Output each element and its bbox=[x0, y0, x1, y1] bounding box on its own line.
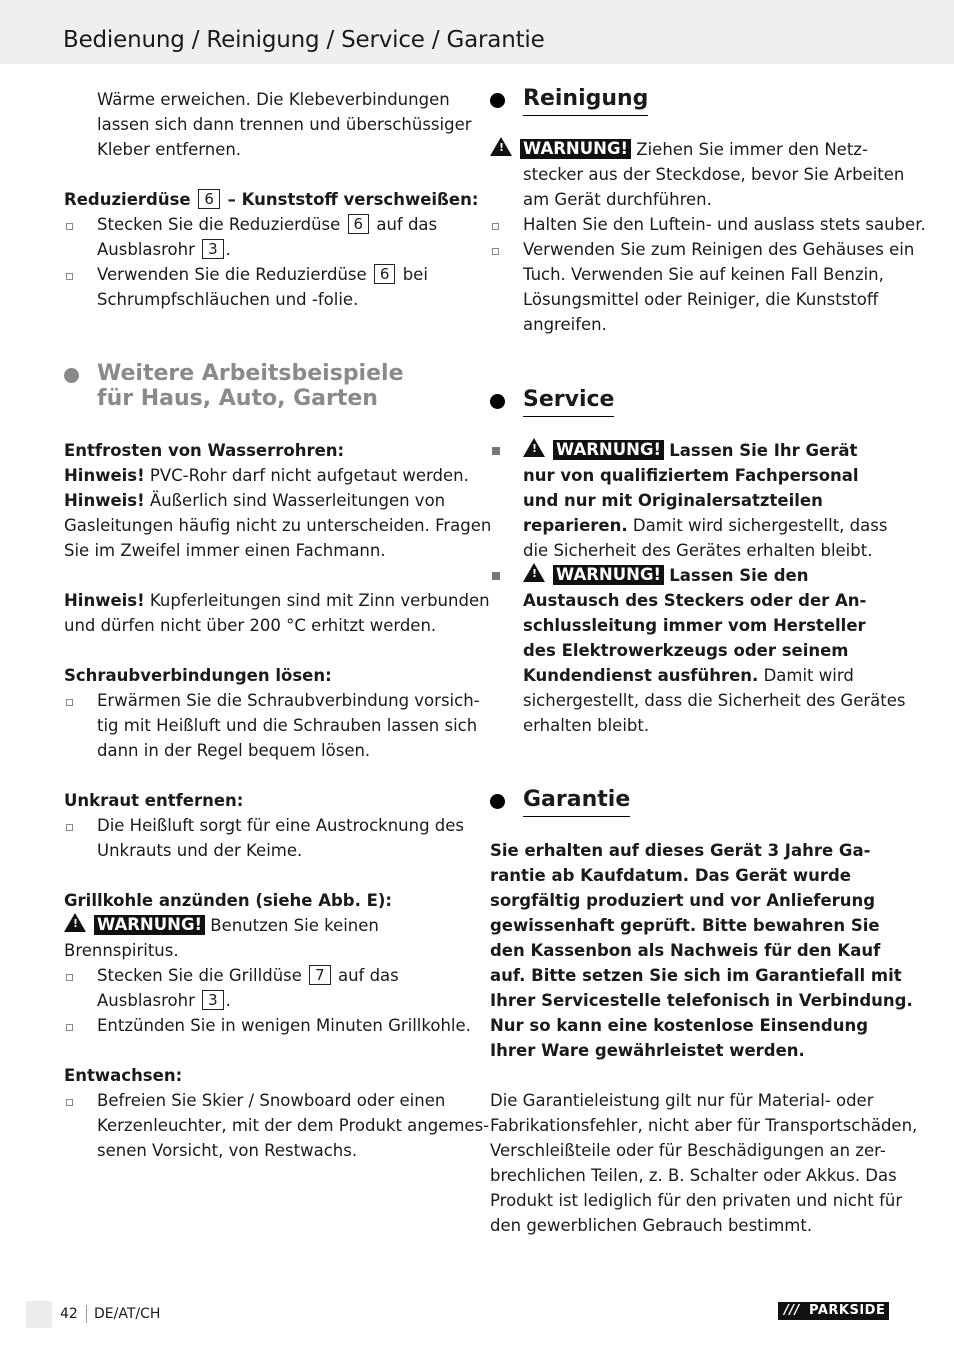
warning-line-cont bbox=[490, 663, 890, 688]
garantie-line: Produkt ist lediglich für den privaten und nicht für bbox=[490, 1191, 903, 1210]
warning-text: Ziehen Sie immer den Netz- bbox=[636, 140, 868, 159]
list-item: Befreien Sie Skier / Snowboard oder einen bbox=[97, 1091, 446, 1110]
list-item: Halten Sie den Luftein- und auslass stets sauber. bbox=[523, 215, 926, 234]
garantie-bold-line: auf. Bitte setzen Sie sich im Garantiefall mit bbox=[490, 966, 902, 985]
warning-text: Damit wird bbox=[763, 666, 854, 685]
warning-line bbox=[490, 137, 890, 162]
warning-line-cont: schlussleitung immer vom Hersteller bbox=[523, 616, 866, 635]
warning-label: WARNUNG! bbox=[553, 440, 664, 460]
garantie-heading-text: Garantie bbox=[523, 787, 630, 817]
logo-text: PARKSIDE bbox=[809, 1303, 886, 1318]
garantie-line: den gewerblichen Gebrauch bestimmt. bbox=[490, 1216, 813, 1235]
list-item: Verwenden Sie zum Reinigen des Gehäuses ein bbox=[523, 240, 915, 259]
list-item-cont: Schrumpfschläuchen und -folie. bbox=[97, 290, 359, 309]
list-item-cont bbox=[64, 237, 464, 262]
hint-line-cont: Sie im Zweifel immer einen Fachmann. bbox=[64, 541, 386, 560]
grill-heading: Grillkohle anzünden (siehe Abb. E): bbox=[64, 891, 393, 910]
reduzier-heading-text: Reduzierdüse bbox=[64, 190, 191, 209]
list-text: auf das bbox=[376, 215, 438, 234]
parkside-logo bbox=[778, 1302, 889, 1320]
list-item: Die Heißluft sorgt für eine Austrocknung des bbox=[97, 816, 465, 835]
list-item-cont: Lösungsmittel oder Reiniger, die Kunststoff bbox=[523, 290, 879, 309]
warning-line bbox=[490, 438, 890, 463]
reduzier-heading bbox=[64, 187, 479, 212]
warning-text: reparieren. bbox=[523, 516, 628, 535]
weitere-heading bbox=[64, 361, 464, 413]
page-header bbox=[0, 0, 954, 64]
part-number-box: 6 bbox=[348, 214, 370, 234]
list-text: bei bbox=[402, 265, 428, 284]
warning-line-cont: Brennspiritus. bbox=[64, 941, 179, 960]
warning-line-cont bbox=[490, 513, 890, 538]
list-item-cont bbox=[64, 988, 464, 1013]
warning-line-cont: Austausch des Steckers oder der An- bbox=[523, 591, 867, 610]
list-item: Erwärmen Sie die Schraubverbindung vorsich- bbox=[97, 691, 480, 710]
garantie-bold-line: Sie erhalten auf dieses Gerät 3 Jahre Ga- bbox=[490, 841, 871, 860]
warning-label: WARNUNG! bbox=[94, 915, 205, 935]
warning-line-cont: des Elektrowerkzeugs oder seinem bbox=[523, 641, 849, 660]
warning-line-cont: nur von qualifiziertem Fachpersonal bbox=[523, 466, 859, 485]
intro-line-2: lassen sich dann trennen und überschüssiger bbox=[97, 115, 472, 134]
logo-stripes: /// bbox=[784, 1303, 800, 1318]
bullet-dot-icon bbox=[490, 794, 505, 809]
list-text: Stecken Sie die Grilldüse bbox=[97, 966, 302, 985]
warning-text: Benutzen Sie keinen bbox=[210, 916, 379, 935]
bullet-dot-icon bbox=[490, 93, 505, 108]
list-item-cont: tig mit Heißluft und die Schrauben lassen sich bbox=[97, 716, 478, 735]
warning-triangle-icon: ! bbox=[523, 438, 545, 457]
list-text: Ausblasrohr bbox=[97, 991, 195, 1010]
hint-label: Hinweis! bbox=[64, 591, 145, 610]
list-item bbox=[64, 262, 464, 287]
garantie-bold-line: Ihrer Servicestelle telefonisch in Verbindung. bbox=[490, 991, 913, 1010]
warning-line-cont: erhalten bleibt. bbox=[523, 716, 650, 735]
garantie-line: brechlichen Teilen, z. B. Schalter oder Akkus. Das bbox=[490, 1166, 897, 1185]
service-heading bbox=[490, 387, 890, 417]
list-item-cont: Kerzenleuchter, mit der dem Produkt angemes- bbox=[97, 1116, 490, 1135]
hint-label: Hinweis! bbox=[64, 491, 145, 510]
warning-line-cont: die Sicherheit des Gerätes erhalten bleibt. bbox=[523, 541, 873, 560]
unkraut-heading: Unkraut entfernen: bbox=[64, 791, 244, 810]
weitere-heading-line-2: für Haus, Auto, Garten bbox=[97, 386, 378, 411]
list-item-cont: Tuch. Verwenden Sie auf keinen Fall Benzin, bbox=[523, 265, 884, 284]
garantie-bold-line: rantie ab Kaufdatum. Das Gerät wurde bbox=[490, 866, 851, 885]
warning-triangle-icon: ! bbox=[523, 563, 545, 582]
part-number-box: 7 bbox=[309, 965, 331, 985]
hint-line-cont: Gasleitungen häufig nicht zu unterscheiden. Fragen bbox=[64, 516, 492, 535]
garantie-bold-line: Nur so kann eine kostenlose Einsendung bbox=[490, 1016, 869, 1035]
list-text: . bbox=[225, 240, 231, 259]
reduzier-heading-suffix: – Kunststoff verschweißen: bbox=[227, 190, 479, 209]
hint-text: Äußerlich sind Wasserleitungen von bbox=[149, 491, 446, 510]
warning-text: Lassen Sie den bbox=[669, 566, 809, 585]
list-text: Verwenden Sie die Reduzierdüse bbox=[97, 265, 367, 284]
garantie-bold-line: sorgfältig produziert und vor Anlieferung bbox=[490, 891, 876, 910]
list-item bbox=[64, 963, 464, 988]
bullet-dot-icon bbox=[64, 368, 79, 383]
warning-line bbox=[490, 563, 890, 588]
hint-line bbox=[64, 463, 469, 488]
reinigung-heading bbox=[490, 86, 890, 116]
intro-line-3: Kleber entfernen. bbox=[97, 140, 242, 159]
page-title: Bedienung / Reinigung / Service / Garantie bbox=[63, 27, 545, 53]
footer-language: DE/AT/CH bbox=[94, 1306, 161, 1322]
list-item: Entzünden Sie in wenigen Minuten Grillkohle. bbox=[97, 1016, 471, 1035]
entfrosten-heading: Entfrosten von Wasserrohren: bbox=[64, 441, 345, 460]
hint-line bbox=[64, 588, 490, 613]
warning-label: WARNUNG! bbox=[553, 565, 664, 585]
list-text: Stecken Sie die Reduzierdüse bbox=[97, 215, 341, 234]
warning-text: Lassen Sie Ihr Gerät bbox=[669, 441, 858, 460]
garantie-line: Fabrikationsfehler, nicht aber für Transportschäden, bbox=[490, 1116, 918, 1135]
warning-line-cont: am Gerät durchführen. bbox=[523, 190, 712, 209]
part-number-box: 6 bbox=[374, 264, 396, 284]
hint-text: Kupferleitungen sind mit Zinn verbunden bbox=[149, 591, 490, 610]
warning-line-cont: sichergestellt, dass die Sicherheit des Gerätes bbox=[523, 691, 906, 710]
garantie-line: Die Garantieleistung gilt nur für Material- oder bbox=[490, 1091, 874, 1110]
intro-line-1: Wärme erweichen. Die Klebeverbindungen bbox=[97, 90, 450, 109]
footer-marker bbox=[26, 1301, 52, 1328]
hint-text: PVC-Rohr darf nicht aufgetaut werden. bbox=[149, 466, 469, 485]
entwachsen-heading: Entwachsen: bbox=[64, 1066, 183, 1085]
warning-line bbox=[64, 913, 464, 938]
list-text: Ausblasrohr bbox=[97, 240, 195, 259]
list-item bbox=[64, 212, 464, 237]
list-item-cont: senen Vorsicht, von Restwachs. bbox=[97, 1141, 358, 1160]
part-number-box: 3 bbox=[202, 239, 224, 259]
garantie-bold-line: Ihrer Ware gewährleistet werden. bbox=[490, 1041, 805, 1060]
warning-line-cont: und nur mit Originalersatzteilen bbox=[523, 491, 823, 510]
warning-text: Kundendienst ausführen. bbox=[523, 666, 759, 685]
warning-triangle-icon: ! bbox=[64, 913, 86, 932]
garantie-line: Verschleißteile oder für Beschädigungen an zer- bbox=[490, 1141, 886, 1160]
garantie-heading bbox=[490, 787, 890, 817]
part-number-box: 3 bbox=[202, 990, 224, 1010]
page-number: 42 bbox=[60, 1306, 78, 1322]
hint-line-cont: und dürfen nicht über 200 °C erhitzt werden. bbox=[64, 616, 437, 635]
warning-triangle-icon: ! bbox=[490, 137, 512, 156]
hint-line bbox=[64, 488, 464, 513]
service-heading-text: Service bbox=[523, 387, 614, 417]
hint-label: Hinweis! bbox=[64, 466, 145, 485]
warning-text: Damit wird sichergestellt, dass bbox=[632, 516, 888, 535]
garantie-bold-line: gewissenhaft geprüft. Bitte bewahren Sie bbox=[490, 916, 880, 935]
bullet-dot-icon bbox=[490, 394, 505, 409]
list-item-cont: angreifen. bbox=[523, 315, 607, 334]
list-item-cont: Unkrauts und der Keime. bbox=[97, 841, 303, 860]
warning-label: WARNUNG! bbox=[520, 139, 631, 159]
footer-divider bbox=[86, 1305, 87, 1323]
list-item-cont: dann in der Regel bequem lösen. bbox=[97, 741, 371, 760]
warning-line-cont: stecker aus der Steckdose, bevor Sie Arbeiten bbox=[523, 165, 905, 184]
reinigung-heading-text: Reinigung bbox=[523, 86, 648, 116]
weitere-heading-line-1: Weitere Arbeitsbeispiele bbox=[97, 361, 404, 386]
schraub-heading: Schraubverbindungen lösen: bbox=[64, 666, 332, 685]
part-number-box: 6 bbox=[198, 189, 220, 209]
list-text: auf das bbox=[337, 966, 399, 985]
list-text: . bbox=[225, 991, 231, 1010]
garantie-bold-line: den Kassenbon als Nachweis für den Kauf bbox=[490, 941, 881, 960]
